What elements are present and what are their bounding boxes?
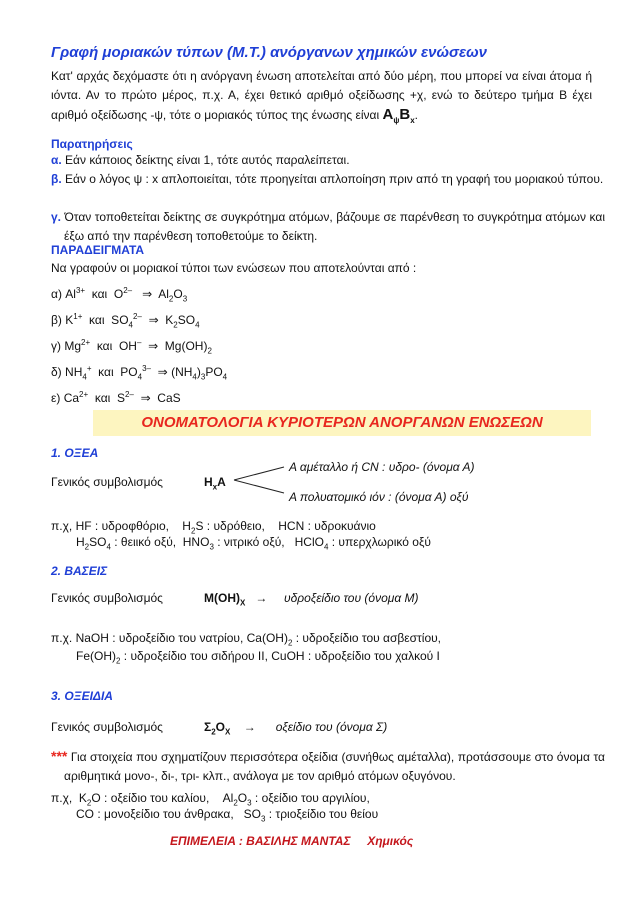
examples-intro: Να γραφούν οι μοριακοί τύποι των ενώσεων που αποτελούνται από : (51, 261, 417, 275)
branch-arrows (232, 462, 288, 498)
bases-formula-row: $M(OH)_X$ → υδροξείδιο του (όνομα Μ) (204, 591, 419, 608)
example-e: ε) $Ca^{2+}$ και $S^{2-}$ ⇒ CaS (51, 390, 181, 405)
note-a: α. Εάν κάποιος δείκτης είναι 1, τότε αυτός παραλείπεται. (51, 153, 350, 167)
page-title: Γραφή μοριακών τύπων (Μ.Τ.) ανόργανων χημικών ενώσεων (51, 44, 487, 61)
section-banner: ΟΝΟΜΑΤΟΛΟΓΙΑ ΚΥΡΙΟΤΕΡΩΝ ΑΝΟΡΓΑΝΩΝ ΕΝΩΣΕΩΝ (93, 410, 591, 436)
note-b: β. Εάν ο λόγος ψ : x απλοποιείται, τότε προηγείται απλοποίηση πριν από τη γραφή του μοριακού τύπου. (51, 172, 604, 186)
bases-examples-1: π.χ. NaOH : υδροξείδιο του νατρίου, $Ca(OH)_2$ : υδροξείδιο του ασβεστίου, (51, 631, 442, 648)
example-b: β) $K^{1+}$ και $SO_4^{2-}$ ⇒ $K_2SO_4$ (51, 312, 200, 330)
footer-credit: ΕΠΙΜΕΛΕΙΑ : ΒΑΣΙΛΗΣ ΜΑΝΤΑΣ Χημικός (170, 834, 414, 848)
acids-examples-1: π.χ, HF : υδροφθόριο, $H_2S$ : υδρόθειο, HCN : υδροκυάνιο (51, 519, 376, 536)
intro-text: Κατ' αρχάς δεχόμαστε ότι η ανόργανη ένωση αποτελείται από δύο μέρη, που μπορεί να είναι άτομα ή ιόντα. Αν το πρώτο μέρος, π.χ. Α, έχει θετικό αριθμό οξείδωσης +χ, ενώ το δεύτερο τμήμα Β έχει αριθμό οξείδωσης -ψ, τότε ο μοριακός τύπος της ένωσης είναι (51, 69, 592, 122)
oxides-general-label: Γενικός συμβολισμός (51, 720, 163, 734)
oxides-formula-row: $\Sigma_2O_X$ → οξείδιο του (όνομα Σ) (204, 720, 388, 737)
example-d: δ) $NH_4^+$ και $PO_4^{3-}$ ⇒ $(NH_4)_3PO_4$ (51, 364, 228, 382)
acids-examples-2: $H_2SO_4$ : θειικό οξύ, $HNO_3$ : νιτρικό οξύ, HClO$_4$ : υπερχλωρικό οξύ (76, 535, 431, 552)
intro-paragraph: Κατ' αρχάς δεχόμαστε ότι η ανόργανη ένωση αποτελείται από δύο μέρη, που μπορεί να είναι άτομα ή ιόντα. Αν το πρώτο μέρος, π.χ. Α, έχει θετικό αριθμό οξείδωσης +χ, ενώ το δεύτερο τμήμα Β έχει αριθμό οξείδωσης -ψ, τότε ο μοριακός τύπος της ένωσης είναι $A_\psi B_x$. (51, 69, 592, 125)
oxides-heading: 3. ΟΞΕΙΔΙΑ (51, 689, 113, 703)
oxides-examples-2: CO : μονοξείδιο του άνθρακα, $SO_3$ : τριοξείδιο του θείου (76, 807, 379, 824)
bases-general-label: Γενικός συμβολισμός (51, 591, 163, 605)
oxides-note: *** Για στοιχεία που σχηματίζουν περισσότερα οξείδια (συνήθως αμέταλλα), προτάσσουμε στο όνομα τα αριθμητικά μονο-, δι-, τρι- κλπ., ανάλογα με τον αριθμό ατόμων οξυγόνου. (51, 748, 605, 783)
example-a: α) $Al^{3+}$ και $O^{2-}$ ⇒ $Al_2O_3$ (51, 286, 188, 304)
acids-general-label: Γενικός συμβολισμός (51, 475, 163, 489)
note-c: γ. Όταν τοποθετείται δείκτης σε συγκρότημα ατόμων, βάζουμε σε παρένθεση το συγκρότημα ατόμων και έξω από την παρένθεση τοποθετούμε το δείκτη. (51, 210, 605, 243)
bases-heading: 2. ΒΑΣΕΙΣ (51, 564, 108, 578)
general-formula: $A_\psi B_x$ (382, 106, 415, 125)
acids-heading: 1. ΟΞΕΑ (51, 446, 99, 460)
notes-heading: Παρατηρήσεις (51, 137, 133, 151)
acids-formula: $H_xA$ (204, 475, 226, 492)
acids-branch-1: Α αμέταλλο ή CN : υδρο- (όνομα Α) (289, 460, 475, 474)
oxides-examples-1: π.χ, $K_2O$ : οξείδιο του καλίου, $Al_2O_3$ : οξείδιο του αργιλίου, (51, 791, 370, 808)
example-c: γ) $Mg^{2+}$ και OH– ⇒ $Mg(OH)_2$ (51, 338, 212, 356)
examples-heading: ΠΑΡΑΔΕΙΓΜΑΤΑ (51, 243, 145, 257)
bases-examples-2: $Fe(OH)_2$ : υδροξείδιο του σιδήρου ΙΙ, CuOH : υδροξείδιο του χαλκού Ι (76, 649, 440, 666)
acids-branch-2: Α πολυατομικό ιόν : (όνομα Α) οξύ (289, 490, 469, 504)
